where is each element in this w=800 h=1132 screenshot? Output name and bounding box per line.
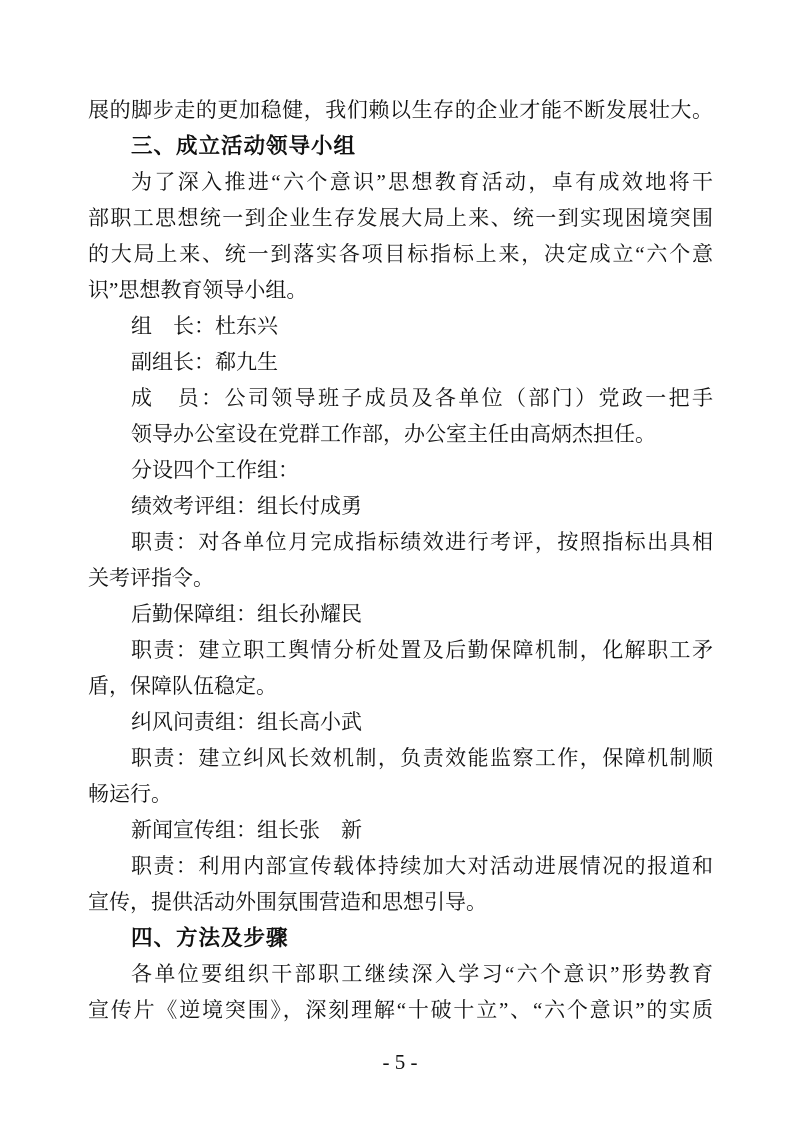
section-heading: 三、成立活动领导小组 (131, 134, 357, 158)
text-line: 领导办公室设在党群工作部，办公室主任由高炳杰担任。 (131, 422, 656, 446)
text-line: 纠风问责组：组长高小武 (131, 710, 362, 734)
text-line: 盾，保障队伍稳定。 (88, 674, 277, 698)
text-line: 新闻宣传组：组长张 新 (131, 818, 362, 842)
text-line: 宣传片《逆境突围》，深刻理解“十破十立”、“六个意识”的实质 (88, 998, 713, 1022)
text-line: 部职工思想统一到企业生存发展大局上来、统一到实现困境突围 (88, 206, 713, 230)
text-line: 各单位要组织干部职工继续深入学习“六个意识”形势教育 (131, 962, 713, 986)
text-line: 职责：建立纠风长效机制，负责效能监察工作，保障机制顺 (131, 746, 713, 770)
text-line: 为了深入推进“六个意识”思想教育活动，卓有成效地将干 (131, 170, 713, 194)
document-body (88, 92, 713, 1028)
text-line: 组 长：杜东兴 (131, 314, 278, 338)
text-line: 畅运行。 (88, 782, 172, 806)
text-line: 识”思想教育领导小组。 (88, 278, 308, 302)
text-line: 关考评指令。 (88, 566, 214, 590)
text-line: 后勤保障组：组长孙耀民 (131, 602, 362, 626)
text-line: 成 员：公司领导班子成员及各单位（部门）党政一把手 (131, 386, 713, 410)
text-line: 的大局上来、统一到落实各项目标指标上来，决定成立“六个意 (88, 242, 713, 266)
text-line: 职责：对各单位月完成指标绩效进行考评，按照指标出具相 (131, 530, 713, 554)
text-line: 展的脚步走的更加稳健，我们赖以生存的企业才能不断发展壮大。 (88, 98, 713, 122)
text-line: 绩效考评组：组长付成勇 (131, 494, 362, 518)
text-line: 宣传，提供活动外围氛围营造和思想引导。 (88, 890, 487, 914)
text-line: 分设四个工作组： (131, 458, 299, 482)
page-number: - 5 - (382, 1050, 418, 1074)
text-line: 副组长：郗九生 (131, 350, 278, 374)
section-heading: 四、方法及步骤 (131, 926, 289, 950)
text-line: 职责：利用内部宣传载体持续加大对活动进展情况的报道和 (131, 854, 713, 878)
text-line: 职责：建立职工舆情分析处置及后勤保障机制，化解职工矛 (131, 638, 713, 662)
